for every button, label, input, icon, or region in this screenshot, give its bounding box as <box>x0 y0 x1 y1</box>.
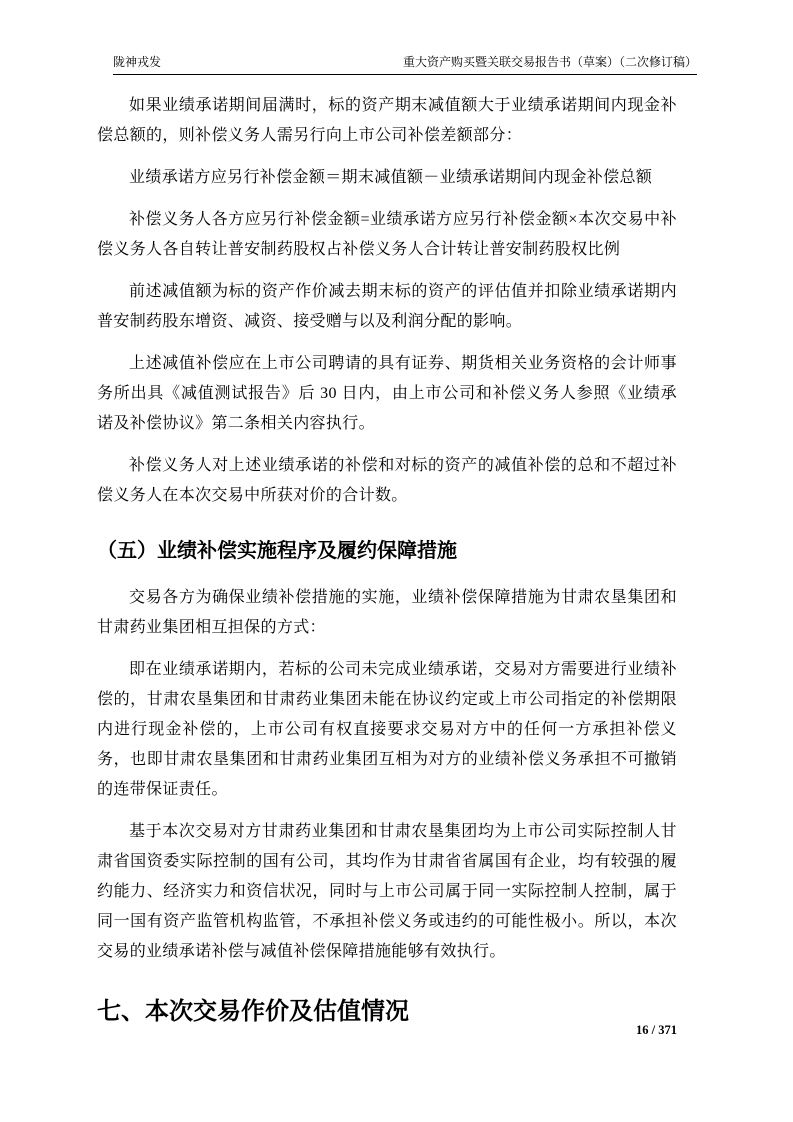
page-header <box>113 54 697 75</box>
formula-paragraph: 业绩承诺方应另行补偿金额＝期末减值额－业绩承诺期间内现金补偿总额 <box>129 169 653 186</box>
formula-paragraph: 补偿义务人各方应另行补偿金额=业绩承诺方应另行补偿金额×本次交易中补偿义务人各自转让普安制药股权占补偿义务人合计转让普安制药股权比例 <box>97 211 677 258</box>
body-paragraph: 前述减值额为标的资产作价减去期末标的资产的评估值并扣除业绩承诺期内普安制药股东增资、减资、接受赠与以及利润分配的影响。 <box>97 283 677 330</box>
section-heading-5: （五）业绩补偿实施程序及履约保障措施 <box>97 540 457 562</box>
chapter-heading-7: 七、本次交易作价及估值情况 <box>97 998 409 1025</box>
body-paragraph: 基于本次交易对方甘肃药业集团和甘肃农垦集团均为上市公司实际控制人甘肃省国资委实际控制的国有公司，其均作为甘肃省省属国有企业，均有较强的履约能力、经济实力和资信状况，同时与上市公司属于同一实际控制人控制，属于同一国有资产监管机构监管，不承担补偿义务或违约的可能性极小。所以，本次交易的业绩承诺补偿与减值补偿保障措施能够有效执行。 <box>97 823 677 960</box>
body-paragraph: 即在业绩承诺期内，若标的公司未完成业绩承诺，交易对方需要进行业绩补偿的，甘肃农垦集团和甘肃药业集团未能在协议约定或上市公司指定的补偿期限内进行现金补偿的，上市公司有权直接要求交易对方中的任何一方承担补偿义务，也即甘肃农垦集团和甘肃药业集团互相为对方的业绩补偿义务承担不可撤销的连带保证责任。 <box>97 661 677 798</box>
body-paragraph: 上述减值补偿应在上市公司聘请的具有证券、期货相关业务资格的会计师事务所出具《减值测试报告》后 30 日内，由上市公司和补偿义务人参照《业绩承诺及补偿协议》第二条相关内容执行。 <box>97 355 677 432</box>
page-body <box>97 91 677 1027</box>
body-paragraph: 如果业绩承诺期间届满时，标的资产期末减值额大于业绩承诺期间内现金补偿总额的，则补偿义务人需另行向上市公司补偿差额部分： <box>97 97 677 144</box>
body-paragraph: 补偿义务人对上述业绩承诺的补偿和对标的资产的减值补偿的总和不超过补偿义务人在本次交易中所获对价的合计数。 <box>97 457 677 504</box>
header-company-name: 陇神戎发 <box>113 55 162 69</box>
header-report-title: 重大资产购买暨关联交易报告书（草案）（二次修订稿） <box>402 55 697 69</box>
page-number: 16 / 371 <box>636 1023 677 1037</box>
body-paragraph: 交易各方为确保业绩补偿措施的实施，业绩补偿保障措施为甘肃农垦集团和甘肃药业集团相互担保的方式： <box>97 589 677 636</box>
